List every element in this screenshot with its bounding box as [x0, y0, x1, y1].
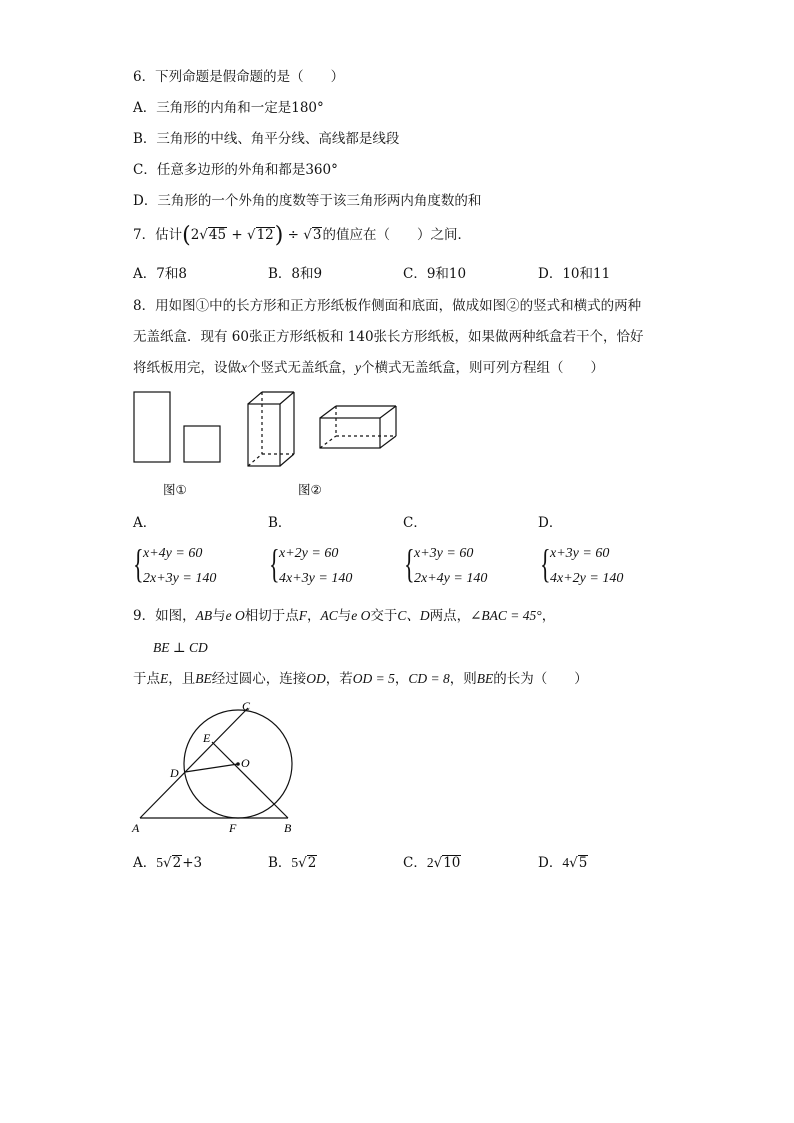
vertical-box [248, 392, 294, 466]
point-c-label: C [242, 699, 251, 713]
circle-tangent-figure [130, 700, 330, 840]
q6-stem: 6．下列命题是假命题的是（ ） [133, 69, 345, 85]
point-d-label: D [170, 766, 179, 780]
q9-line-3: 于点E，且BE经过圆心，连接OD，若OD = 5，CD = 8，则BE的长为（ ） [133, 671, 588, 687]
square-board [184, 426, 220, 462]
coef: 2 [190, 227, 200, 243]
radicand-45: 45 [208, 227, 227, 243]
point-b-label: B [284, 821, 292, 835]
q8-line-1: 8．用如图①中的长方形和正方形纸板作侧面和底面，做成如图②的竖式和横式的两种 [133, 298, 642, 314]
figure-1-caption: 图① [163, 482, 187, 497]
q8-option-d-label: D． [538, 515, 563, 531]
horizontal-box [320, 406, 396, 448]
q9-line-1: 9．如图，AB与e O相切于点F，AC与e O交于C、D两点，∠BAC = 45°， [133, 608, 556, 624]
point-o-label: O [241, 756, 250, 770]
q9-option-b: B．5√2 [268, 855, 317, 871]
q9-option-c: C．2√10 [403, 855, 461, 871]
q7-option-a: A．7和8 [133, 266, 187, 282]
q7-option-d: D．10和11 [538, 266, 611, 282]
segment-ac [140, 708, 248, 818]
point-f-label: F [229, 821, 237, 835]
q9-option-d: D．4√5 [538, 855, 588, 871]
segment-be [212, 742, 288, 818]
q9-perp: BE ⊥ CD [153, 640, 208, 655]
figure-2-caption: 图② [298, 482, 322, 497]
q6-option-d: D．三角形的一个外角的度数等于该三角形两内角度数的和 [133, 193, 482, 209]
radicand-12: 12 [256, 227, 274, 243]
q8-line-2: 无盖纸盒．现有 60张正方形纸板和 140张长方形纸板，如果做两种纸盒若干个，恰好 [133, 329, 644, 345]
q8-option-a-label: A． [133, 515, 157, 531]
q8-option-c-label: C． [403, 515, 427, 531]
center-point [236, 762, 240, 766]
rectangle-board [134, 392, 170, 462]
q8-line-3: 将纸板用完，设做x个竖式无盖纸盒，y个横式无盖纸盒，则可列方程组（ ） [133, 360, 604, 376]
point-a-label: A [132, 821, 140, 835]
q9-option-a: A．5√2+3 [133, 855, 203, 871]
q6-option-c: C．任意多边形的外角和都是360° [133, 162, 338, 178]
q7-stem: 7．估计(2√45 + √12) ÷ √3的值应在（ ）之间． [133, 223, 471, 248]
q8-option-b-label: B． [268, 515, 292, 531]
point-e-label: E [203, 731, 211, 745]
q7-option-c: C．9和10 [403, 266, 467, 282]
q6-option-b: B．三角形的中线、角平分线、高线都是线段 [133, 131, 400, 147]
segment-od [185, 764, 238, 772]
radicand-3: 3 [312, 227, 322, 243]
q7-option-b: B．8和9 [268, 266, 323, 282]
q6-option-a: A．三角形的内角和一定是180° [133, 100, 324, 116]
